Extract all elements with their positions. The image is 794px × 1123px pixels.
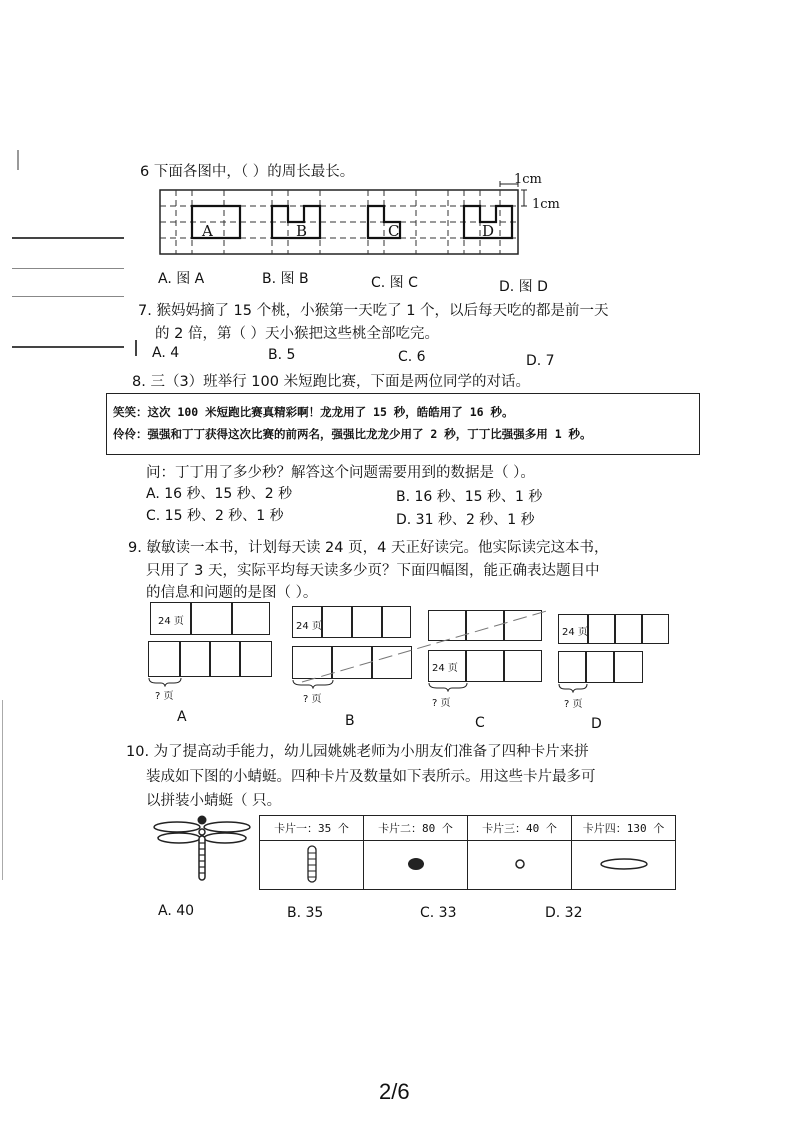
scan-mark bbox=[12, 237, 124, 239]
q9-c-question-label: ? 页 bbox=[432, 698, 451, 709]
oval-icon bbox=[598, 856, 650, 872]
card-two-header: 卡片二：80 个 bbox=[364, 816, 468, 841]
unit-height-label: 1cm bbox=[532, 197, 560, 212]
q10-line2: 装成如下图的小蜻蜓。四种卡片及数量如下表所示。用这些卡片最多可 bbox=[146, 769, 596, 785]
dragonfly-image bbox=[152, 812, 252, 884]
q6-option-a: A. 图 A bbox=[158, 271, 205, 287]
q7-option-a: A. 4 bbox=[152, 345, 180, 361]
q7-option-c: C. 6 bbox=[398, 349, 426, 365]
q6-grid-figure bbox=[158, 172, 548, 258]
q9-line3: 的信息和问题的是图（ ）。 bbox=[146, 585, 318, 601]
scan-mark bbox=[12, 346, 124, 348]
scan-mark bbox=[2, 700, 3, 880]
q10-line1: 10. 为了提高动手能力，幼儿园姚姚老师为小朋友们准备了四种卡片来拼 bbox=[126, 744, 589, 760]
q9-fig-label-a: A bbox=[177, 709, 187, 725]
scan-mark bbox=[12, 268, 124, 269]
card-one-shape bbox=[260, 841, 364, 890]
scan-mark bbox=[12, 296, 124, 297]
q6-fig-label-b: B bbox=[296, 222, 308, 240]
q8-question: 问：丁丁用了多少秒？解答这个问题需要用到的数据是（ ）。 bbox=[146, 465, 535, 481]
q9-line2: 只用了 3 天，实际平均每天读多少页？下面四幅图，能正确表达题目中 bbox=[146, 563, 600, 579]
q6-fig-label-c: C bbox=[388, 222, 400, 240]
q9-fig-label-d: D bbox=[591, 716, 602, 732]
scan-mark bbox=[17, 150, 19, 170]
q7-option-b: B. 5 bbox=[268, 347, 296, 363]
page-number: 2/6 bbox=[379, 1079, 410, 1104]
q8-option-a: A. 16 秒、15 秒、2 秒 bbox=[146, 486, 293, 502]
q8-option-b: B. 16 秒、15 秒、1 秒 bbox=[396, 489, 543, 505]
q8-dialogue-line2: 伶伶：强强和丁丁获得这次比赛的前两名，强强比龙龙少用了 2 秒，丁丁比强强多用 1 秒。 bbox=[113, 427, 592, 441]
q9-line1: 9. 敏敏读一本书，计划每天读 24 页，4 天正好读完。他实际读完这本书， bbox=[128, 540, 609, 556]
card-four-shape bbox=[572, 841, 676, 890]
ring-icon bbox=[513, 857, 527, 871]
q8-dialogue-line1: 笑笑：这次 100 米短跑比赛真精彩啊！龙龙用了 15 秒，皓皓用了 16 秒。 bbox=[113, 405, 514, 419]
q7-line1: 7. 猴妈妈摘了 15 个桃，小猴第一天吃了 1 个，以后每天吃的都是前一天 bbox=[138, 303, 609, 319]
q10-option-a: A. 40 bbox=[158, 903, 195, 919]
q8-dialogue-box bbox=[106, 393, 700, 455]
filled-circle-icon bbox=[406, 856, 426, 872]
q9-b-question-label: ? 页 bbox=[303, 694, 322, 705]
card-table bbox=[259, 815, 676, 890]
card-three-header: 卡片三：40 个 bbox=[468, 816, 572, 841]
card-four-header: 卡片四：130 个 bbox=[572, 816, 676, 841]
q6-option-c: C. 图 C bbox=[371, 275, 418, 291]
q6-fig-label-d: D bbox=[482, 222, 495, 240]
card-three-shape bbox=[468, 841, 572, 890]
q8-option-c: C. 15 秒、2 秒、1 秒 bbox=[146, 508, 284, 524]
striped-bar-icon bbox=[306, 844, 318, 884]
q9-b-box-label: 24 页 bbox=[296, 621, 322, 632]
q7-option-d: D. 7 bbox=[526, 353, 555, 369]
q10-line3: 以拼装小蜻蜓（ 只。 bbox=[146, 793, 282, 809]
q6-stem: 6 下面各图中，（ ）的周长最长。 bbox=[140, 164, 355, 180]
q8-stem: 8. 三（3）班举行 100 米短跑比赛，下面是两位同学的对话。 bbox=[132, 374, 531, 390]
q9-a-question-label: ? 页 bbox=[155, 691, 174, 702]
q9-c-box-label: 24 页 bbox=[432, 663, 458, 674]
unit-width-label: 1cm bbox=[514, 172, 542, 187]
scan-artifact-line bbox=[300, 606, 560, 686]
q8-option-d: D. 31 秒、2 秒、1 秒 bbox=[396, 512, 535, 528]
q10-option-c: C. 33 bbox=[420, 905, 457, 921]
q6-option-b: B. 图 B bbox=[262, 271, 309, 287]
q10-option-d: D. 32 bbox=[545, 905, 583, 921]
q9-fig-label-b: B bbox=[345, 713, 355, 729]
q9-d-box-label: 24 页 bbox=[562, 627, 588, 638]
q9-fig-label-c: C bbox=[475, 715, 485, 731]
card-two-shape bbox=[364, 841, 468, 890]
q9-a-box-label: 24 页 bbox=[158, 616, 184, 627]
q6-option-d: D. 图 D bbox=[499, 279, 548, 295]
q10-option-b: B. 35 bbox=[287, 905, 324, 921]
q7-line2: 的 2 倍，第（ ）天小猴把这些桃全部吃完。 bbox=[155, 326, 440, 342]
scan-mark bbox=[135, 340, 137, 356]
q6-fig-label-a: A bbox=[202, 222, 213, 240]
q9-d-question-label: ? 页 bbox=[564, 699, 583, 710]
card-one-header: 卡片一：35 个 bbox=[260, 816, 364, 841]
